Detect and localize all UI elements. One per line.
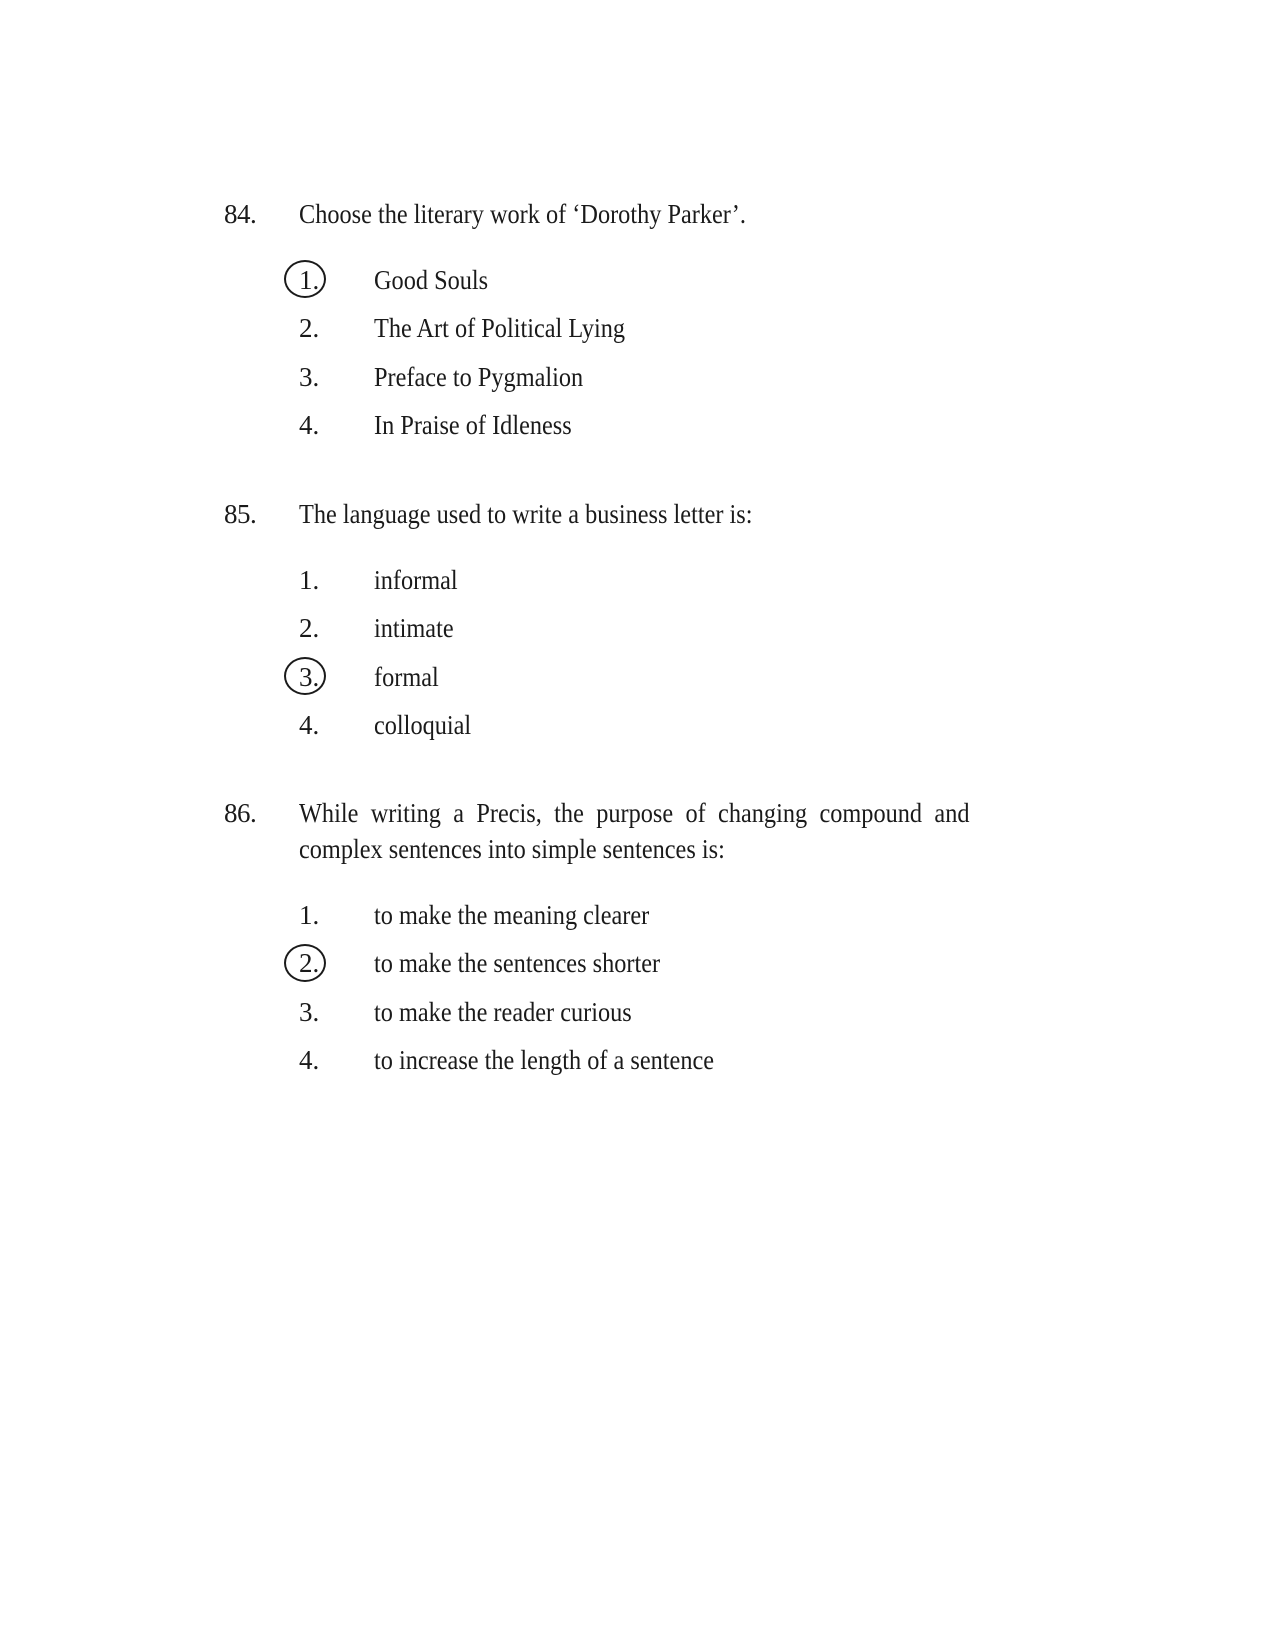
answer-option-4[interactable] bbox=[299, 702, 1044, 751]
selected-answer-circle-icon bbox=[284, 260, 326, 298]
question-text: Choose the literary work of ‘Dorothy Parker’. bbox=[299, 199, 746, 229]
option-number-label: 4. bbox=[299, 710, 320, 741]
answer-options bbox=[224, 256, 1044, 450]
option-number-label: 2. bbox=[299, 948, 320, 979]
option-number bbox=[299, 948, 374, 979]
answer-options bbox=[224, 891, 1044, 1085]
option-number-label: 4. bbox=[299, 1045, 320, 1076]
question-text: While writing a Precis, the purpose of changing compound and complex sentences into simple sentences is: bbox=[299, 798, 970, 864]
question-header bbox=[224, 795, 1044, 867]
option-number bbox=[299, 313, 374, 344]
option-number bbox=[299, 265, 374, 296]
option-number bbox=[299, 900, 374, 931]
option-number-label: 3. bbox=[299, 996, 320, 1027]
answer-option-1[interactable] bbox=[299, 891, 1044, 940]
option-number-label: 1. bbox=[299, 264, 320, 295]
answer-option-3[interactable] bbox=[299, 653, 1044, 702]
question-text: The language used to write a business letter is: bbox=[299, 499, 753, 529]
option-text: Preface to Pygmalion bbox=[374, 361, 584, 392]
option-number bbox=[299, 565, 374, 596]
answer-option-3[interactable] bbox=[299, 353, 1044, 402]
option-text: intimate bbox=[374, 613, 454, 644]
option-number-label: 2. bbox=[299, 313, 320, 344]
answer-option-3[interactable] bbox=[299, 988, 1044, 1037]
option-number bbox=[299, 1045, 374, 1076]
option-text: informal bbox=[374, 564, 458, 595]
option-text: to increase the length of a sentence bbox=[374, 1045, 715, 1076]
option-text: to make the meaning clearer bbox=[374, 899, 650, 930]
question-header bbox=[224, 496, 1044, 532]
answer-options bbox=[224, 556, 1044, 750]
option-number bbox=[299, 613, 374, 644]
question-header bbox=[224, 196, 1044, 232]
question-number: 86. bbox=[224, 798, 257, 828]
question-84 bbox=[224, 196, 1044, 450]
answer-option-1[interactable] bbox=[299, 256, 1044, 305]
answer-option-2[interactable] bbox=[299, 305, 1044, 354]
selected-answer-circle-icon bbox=[284, 944, 326, 982]
option-number-label: 3. bbox=[299, 361, 320, 392]
option-number bbox=[299, 362, 374, 393]
option-text: to make the sentences shorter bbox=[374, 948, 661, 979]
question-85 bbox=[224, 496, 1044, 750]
option-number bbox=[299, 410, 374, 441]
question-86 bbox=[224, 795, 1044, 1085]
option-text: The Art of Political Lying bbox=[374, 313, 626, 344]
question-number: 85. bbox=[224, 499, 257, 529]
option-text: In Praise of Idleness bbox=[374, 410, 572, 441]
selected-answer-circle-icon bbox=[284, 657, 326, 695]
answer-option-1[interactable] bbox=[299, 556, 1044, 605]
option-number bbox=[299, 662, 374, 693]
option-number bbox=[299, 710, 374, 741]
option-text: to make the reader curious bbox=[374, 996, 632, 1027]
option-text: Good Souls bbox=[374, 264, 489, 295]
option-number-label: 1. bbox=[299, 564, 320, 595]
option-number-label: 3. bbox=[299, 661, 320, 692]
option-text: formal bbox=[374, 661, 439, 692]
answer-option-4[interactable] bbox=[299, 1037, 1044, 1086]
answer-option-4[interactable] bbox=[299, 402, 1044, 451]
option-number-label: 1. bbox=[299, 899, 320, 930]
option-number-label: 4. bbox=[299, 410, 320, 441]
option-text: colloquial bbox=[374, 710, 472, 741]
option-number-label: 2. bbox=[299, 613, 320, 644]
answer-option-2[interactable] bbox=[299, 605, 1044, 654]
option-number bbox=[299, 997, 374, 1028]
question-number: 84. bbox=[224, 199, 257, 229]
answer-option-2[interactable] bbox=[299, 940, 1044, 989]
